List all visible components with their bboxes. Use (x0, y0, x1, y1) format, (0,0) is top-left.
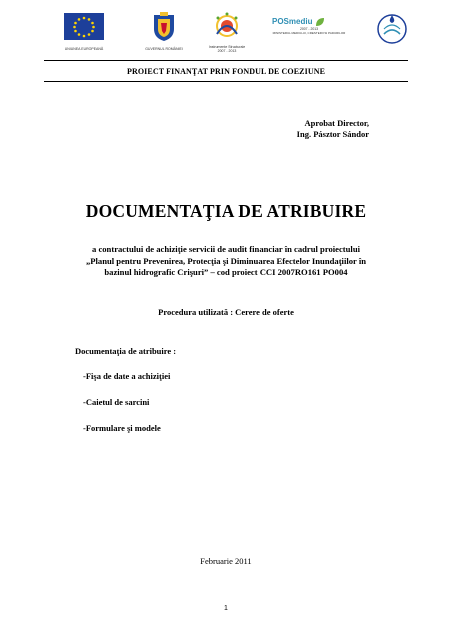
page-number: 1 (224, 605, 228, 612)
structural-instruments-logo (204, 12, 250, 53)
structural-instruments-years: 2007 - 2013 (217, 49, 237, 53)
procedure-line: Procedura utilizată : Cerere de oferte (158, 307, 294, 317)
eu-flag-logo (58, 12, 110, 51)
approval-line-1: Aprobat Director, (304, 118, 369, 128)
subtitle-line-2: „Planul pentru Prevenirea, Protecţia şi Diminuarea Efectelor Inundaţiilor în (85, 255, 366, 266)
posmediu-name: POSmediu (272, 17, 313, 27)
subtitle-line-3: bazinul hidrografic Crişuri” – cod proiect CCI 2007RO161 PO004 (104, 267, 348, 277)
posmediu-years: 2007 - 2013 (299, 27, 319, 31)
government-logo (142, 12, 186, 51)
document-title: DOCUMENTAŢIA DE ATRIBUIRE (85, 201, 367, 221)
document-subtitle (40, 244, 412, 279)
contents-item: -Caietul de sarcini (83, 397, 150, 407)
approval-block (297, 118, 369, 140)
leaf-icon (315, 17, 325, 27)
water-drop-icon (374, 12, 410, 46)
government-caption: GUVERNUL ROMÂNIEI (145, 47, 183, 51)
contents-item: -Fişa de date a achiziţiei (83, 371, 171, 381)
header-bottom-rule (44, 81, 408, 82)
subtitle-line-1: a contractului de achiziţie servicii de audit financiar în cadrul proiectului (92, 244, 360, 254)
eu-flag-icon (58, 12, 110, 42)
coat-of-arms-icon (142, 12, 186, 42)
document-date: Februarie 2011 (200, 556, 252, 566)
water-authority-logo (374, 12, 410, 51)
posmediu-caption: MINISTERUL MEDIULUI, CRESTERII SI PADURILOR (272, 31, 346, 35)
approval-line-2: Ing. Pásztor Sándor (296, 129, 369, 139)
eu-caption: UNIUNEA EUROPEANĂ (64, 47, 104, 51)
logo-row (58, 12, 410, 52)
structural-instruments-caption: Instrumente Structurale (208, 45, 246, 49)
posmediu-logo (272, 12, 346, 35)
header-title: PROIECT FINANŢAT PRIN FONDUL DE COEZIUNE (126, 67, 326, 76)
stars-circle-icon (204, 12, 250, 40)
header-top-rule (44, 60, 408, 61)
contents-heading: Documentaţia de atribuire : (75, 346, 177, 356)
contents-item: -Formulare şi modele (83, 423, 161, 433)
